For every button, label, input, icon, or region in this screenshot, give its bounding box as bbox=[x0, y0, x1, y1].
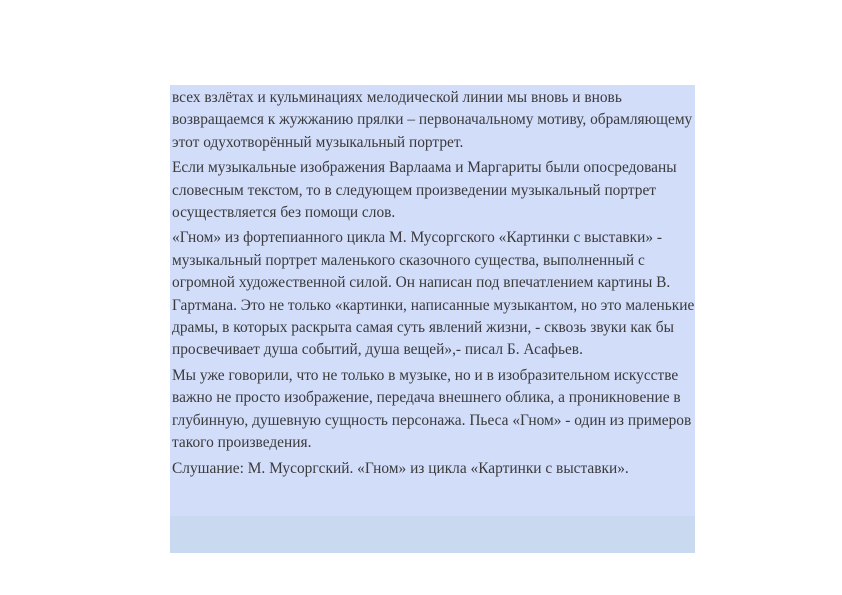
paragraph-5: Слушание: М. Мусоргский. «Гном» из цикла «Картинки с выставки». bbox=[172, 459, 629, 477]
paragraph-2: Если музыкальные изображения Варлаама и Маргариты были опосредованы словесным текстом, то в следующем произведении музыкальный портрет осуществляется без помощи слов. bbox=[172, 159, 677, 222]
text-box bbox=[170, 85, 695, 553]
paragraph-1: всех взлётах и кульминациях мелодической линии мы вновь и вновь возвращаемся к жужжанию прялки – первоначальному мотиву, обрамляющему этот одухотворённый музыкальный портрет. bbox=[172, 89, 693, 151]
text-content bbox=[170, 85, 695, 516]
paragraph-3: «Гном» из фортепианного цикла М. Мусоргского «Картинки с выставки» - музыкальный портрет маленького сказочного существа, выполненный с огромной художественной силой. Он написан под впечатлением картины В. Гартмана. Это не только «картинки, написанные музыкантом, но это маленькие драмы, в которых раскрыта самая суть явлений жизни, - сквозь звуки как бы просвечивает душа событий, душа вещей»,- писал Б. Асафьев. bbox=[172, 229, 695, 359]
paragraph-4: Мы уже говорили, что не только в музыке, но и в изобразительном искусстве важно не просто изображение, передача внешнего облика, а проникновение в глубинную, душевную сущность персонажа. Пьеса «Гном» - один из примеров такого произведения. bbox=[172, 366, 692, 452]
